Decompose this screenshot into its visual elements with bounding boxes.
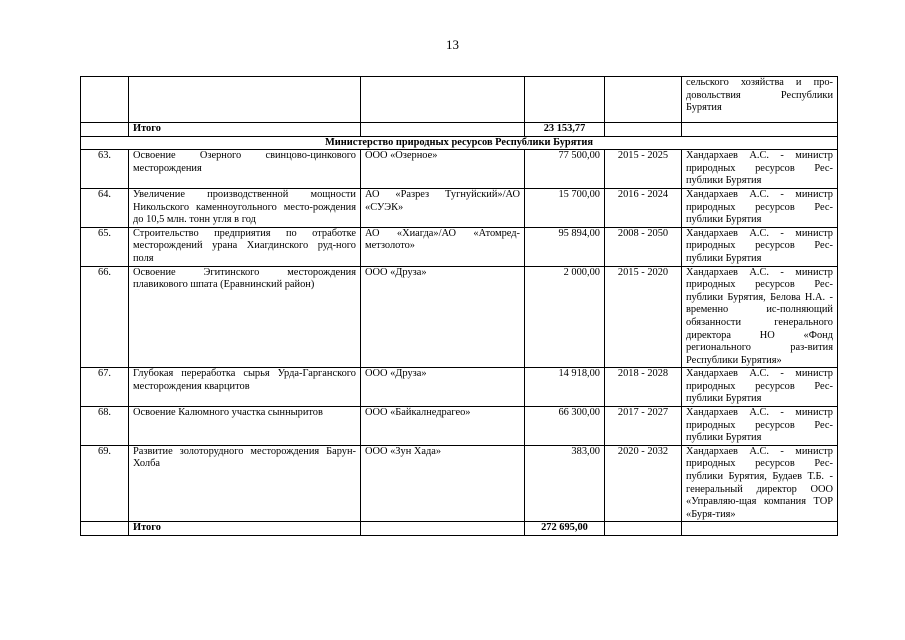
total-label: Итого [129, 123, 361, 137]
cell-years: 2015 - 2025 [605, 150, 682, 189]
cell-num: 63. [81, 150, 129, 189]
cell-years: 2018 - 2028 [605, 368, 682, 407]
section-header-row [81, 136, 838, 150]
cell-project: Глубокая переработка сырья Урда-Гарганского месторождения кварцитов [129, 368, 361, 407]
cell-responsible: Хандархаев А.С. - министр природных ресурсов Рес-публики Бурятия, Будаев Т.Б. - генеральный директор ООО «Управляю-щая компания ТОР «Буря-тия» [682, 445, 838, 522]
cell-sum: 66 300,00 [525, 407, 605, 446]
total-sum: 272 695,00 [525, 522, 605, 536]
cell-sum: 95 894,00 [525, 227, 605, 266]
cell-num [81, 77, 129, 123]
table-row [81, 227, 838, 266]
cell-sum [525, 77, 605, 123]
table-row [81, 188, 838, 227]
table-row [81, 266, 838, 368]
cell-company: ООО «Озерное» [361, 150, 525, 189]
cell-num: 69. [81, 445, 129, 522]
cell-sum: 2 000,00 [525, 266, 605, 368]
total-label: Итого [129, 522, 361, 536]
cell-num: 68. [81, 407, 129, 446]
cell-num: 66. [81, 266, 129, 368]
cell-responsible: Хандархаев А.С. - министр природных ресурсов Рес-публики Бурятия [682, 188, 838, 227]
total-sum: 23 153,77 [525, 123, 605, 137]
cell-num: 65. [81, 227, 129, 266]
cell-years: 2016 - 2024 [605, 188, 682, 227]
cell-num: 64. [81, 188, 129, 227]
investment-projects-table [80, 76, 838, 536]
table-row-continued [81, 77, 838, 123]
cell-project: Освоение Калюмного участка сынныритов [129, 407, 361, 446]
cell-responsible: Хандархаев А.С. - министр природных ресурсов Рес-публики Бурятия [682, 407, 838, 446]
cell-responsible: Хандархаев А.С. - министр природных ресурсов Рес-публики Бурятия, Белова Н.А. - временно ис-полняющий обязанности генерального директора НО «Фонд регионального раз-вития Республики Бурятия» [682, 266, 838, 368]
cell-years: 2017 - 2027 [605, 407, 682, 446]
cell-responsible: сельского хозяйства и про-довольствия Республики Бурятия [682, 77, 838, 123]
page-number: 13 [446, 37, 459, 52]
cell-num: 67. [81, 368, 129, 407]
cell-years: 2020 - 2032 [605, 445, 682, 522]
total-row-final [81, 522, 838, 536]
cell-project: Строительство предприятия по отработке месторождений урана Хиагдинского руд-ного поля [129, 227, 361, 266]
cell-company: ООО «Друза» [361, 266, 525, 368]
cell-project: Увеличение производственной мощности Никольского каменноугольного место-рождения до 10,5 млн. тонн угля в год [129, 188, 361, 227]
cell-responsible: Хандархаев А.С. - министр природных ресурсов Рес-публики Бурятия [682, 227, 838, 266]
cell-project: Освоение Эгитинского месторождения плавикового шпата (Еравнинский район) [129, 266, 361, 368]
cell-project: Развитие золоторудного месторождения Барун-Холба [129, 445, 361, 522]
project-rows [81, 150, 838, 522]
cell-sum: 14 918,00 [525, 368, 605, 407]
cell-company [361, 77, 525, 123]
cell-responsible: Хандархаев А.С. - министр природных ресурсов Рес-публики Бурятия [682, 150, 838, 189]
cell-company: АО «Хиагда»/АО «Атомред-метзолото» [361, 227, 525, 266]
cell-responsible: Хандархаев А.С. - министр природных ресурсов Рес-публики Бурятия [682, 368, 838, 407]
section-title: Министерство природных ресурсов Республики Бурятия [81, 136, 838, 150]
cell-company: АО «Разрез Тугнуйский»/АО «СУЭК» [361, 188, 525, 227]
cell-company: ООО «Зун Хада» [361, 445, 525, 522]
cell-project: Освоение Озерного свинцово-цинкового месторождения [129, 150, 361, 189]
cell-years: 2015 - 2020 [605, 266, 682, 368]
cell-sum: 15 700,00 [525, 188, 605, 227]
table-row [81, 407, 838, 446]
cell-years [605, 77, 682, 123]
table-row [81, 445, 838, 522]
cell-company: ООО «Друза» [361, 368, 525, 407]
total-row [81, 123, 838, 137]
cell-sum: 77 500,00 [525, 150, 605, 189]
table-row [81, 150, 838, 189]
cell-company: ООО «Байкалнедрагео» [361, 407, 525, 446]
cell-years: 2008 - 2050 [605, 227, 682, 266]
cell-sum: 383,00 [525, 445, 605, 522]
cell-project [129, 77, 361, 123]
table-row [81, 368, 838, 407]
